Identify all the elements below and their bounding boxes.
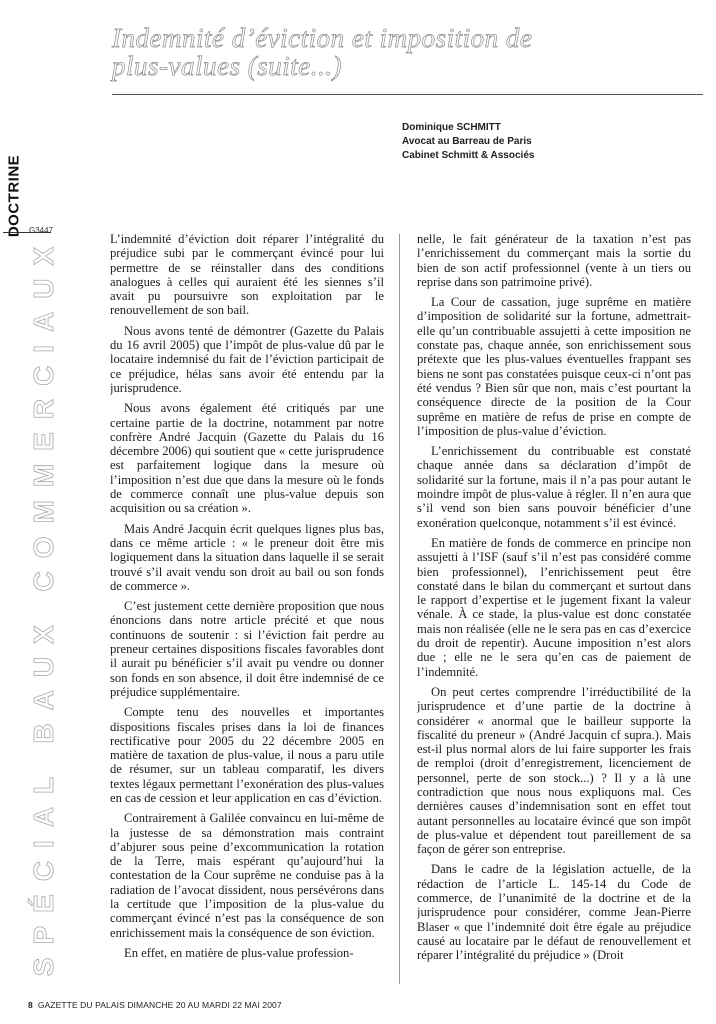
section-label-text: DOCTRINE bbox=[5, 154, 23, 238]
left-paragraph-2: Nous avons tenté de démontrer (Gazette du Palais du 16 avril 2005) que l’impôt de plus-value dû par le locataire indemnisé du fait de l’éviction participait de ce préjudice, hélas sans avoir été entendu par la jurisprudence. bbox=[110, 323, 384, 395]
right-paragraph-2: La Cour de cassation, juge suprême en matière d’imposition de solidarité sur la fortune, admettrait-elle qu’un contribuable assujetti à cette imposition ne constate pas, chaque année, son enrichissement sous prétexte que les plus-values éventuelles frappant ses biens ne sont pas constatées puisque ceux-ci n’ont pas été vendus ? Bien sûr que non, mais c’est pourtant la conséquence directe de la position de la Cour suprême en matière de refus de prise en compte de l’imposition de plus-value d’éviction. bbox=[417, 295, 691, 438]
page-number: 8 bbox=[28, 1000, 33, 1010]
left-paragraph-3: Nous avons également été critiqués par une certaine partie de la doctrine, notamment par notre confrère André Jacquin (Gazette du Palais du 16 décembre 2006) qui soutient que « cette jurisprudence est parfaitement logique dans la mesure où l’imposition n’est due que dans la mesure où le fonds de commerce connaît une plus-value depuis son acquisition ou sa création ». bbox=[110, 401, 384, 516]
author-block bbox=[402, 121, 534, 163]
left-paragraph-1: L’indemnité d’éviction doit réparer l’intégralité du préjudice subi par le commerçant évincé pour lui permettre de se réinstaller dans des conditions analogues à celles qui auraient été les siennes s’il avait pu poursuivre son exploitation par le renouvellement de son bail. bbox=[110, 232, 384, 318]
right-column bbox=[417, 232, 691, 990]
author-firm: Cabinet Schmitt & Associés bbox=[402, 150, 535, 161]
author-name: Dominique SCHMITT bbox=[402, 122, 501, 133]
author-role: Avocat au Barreau de Paris bbox=[402, 136, 532, 147]
right-paragraph-6: Dans le cadre de la législation actuelle, de la rédaction de l’article L. 145-14 du Code de commerce, de l’unanimité de la doctrine et de la jurisprudence pour considérer, comme Jean-Pierre Blaser « que l’indemnité doit être égale au préjudice causé au locataire par le défaut de renouvellement et réparer l’intégralité du préjudice » (Droit bbox=[417, 862, 691, 963]
publication-info: GAZETTE DU PALAIS DIMANCHE 20 AU MARDI 22 MAI 2007 bbox=[37, 1000, 282, 1010]
special-issue-banner bbox=[20, 233, 68, 977]
right-paragraph-3: L’enrichissement du contribuable est constaté chaque année dans sa déclaration d’impôt de solidarité sur la fortune, mais il n’a pas pour autant le moindre impôt de plus-value à régler. Il n’en aura que s’il vend son bien sans pouvoir bénéficier d’une exonération quelconque, notamment s’il est évincé. bbox=[417, 444, 691, 530]
left-paragraph-8: En effet, en matière de plus-value profession- bbox=[124, 945, 354, 960]
page-footer bbox=[28, 1000, 282, 1010]
article-title bbox=[112, 24, 612, 80]
section-label bbox=[5, 150, 23, 242]
column-divider bbox=[399, 234, 400, 984]
right-paragraph-4: En matière de fonds de commerce en principe non assujetti à l’ISF (sauf s’il n’est pas considéré comme bien professionnel), l’enrichissement peut être constaté dans le bilan du commerçant et surtout dans le rapport d’expertise et le jugement fixant la valeur vénale. À ce stade, la plus-value est donc constatée mais non réalisée (elle ne le sera pas en cas d’exercice du droit de repentir). Aucune imposition n’est alors due ; elle ne le sera qu’en cas de paiement de l’indemnité. bbox=[417, 535, 691, 679]
left-paragraph-5: C’est justement cette dernière proposition que nous énoncions dans notre article précité et que nous continuons de soutenir : si l’éviction fait perdre au preneur certaines dispositions fiscales favorables dont il aurait pu bénéficier s’il avait pu vendre ou donner son fonds en son absence, il doit être indemnisé de ce préjudice supplémentaire. bbox=[110, 599, 384, 699]
special-issue-text: SPÉCIAL BAUX COMMERCIAUX bbox=[28, 233, 59, 977]
left-paragraph-4: Mais André Jacquin écrit quelques lignes plus bas, dans ce même article : « le preneur doit être mis logiquement dans la situation dans laquelle il se serait trouvé s’il avait vendu son droit au bail ou son fonds de commerce ». bbox=[110, 521, 384, 593]
left-paragraph-7: Contrairement à Galilée convaincu en lui-même de la justesse de sa démonstration mais contraint d’abjurer sous peine d’excommunication la rotation de la Terre, mais espérant qu’aujourd’hui la contestation de la Cour suprême ne conduise pas à la radiation de l’avocat dissident, nous persévérons dans la certitude que l’imposition de la plus-value du commerçant évincé n’est pas la conséquence de son enrichissement mais la conséquence de son éviction. bbox=[110, 811, 384, 940]
article-code: G3447 bbox=[29, 226, 54, 235]
right-paragraph-1: nelle, le fait générateur de la taxation n’est pas l’enrichissement du commerçant mais la sortie du bien de son actif professionnel (vente à un tiers ou reprise dans son patrimoine privé). bbox=[417, 232, 691, 289]
article-title-line-2: plus-values (suite...) bbox=[112, 51, 342, 81]
article-title-line-1: Indemnité d’éviction et imposition de bbox=[112, 23, 533, 53]
title-divider bbox=[112, 94, 703, 95]
left-paragraph-6: Compte tenu des nouvelles et importantes dispositions fiscales prises dans la loi de finances rectificative pour 2005 du 22 décembre 2005 en matière de taxation de plus-value, il nous a paru utile de résumer, sur un tableau comparatif, les divers textes légaux permettant l’exonération des plus-values en cas de cession et leur application en cas d’éviction. bbox=[110, 705, 384, 805]
right-paragraph-5: On peut certes comprendre l’irréductibilité de la jurisprudence et d’une partie de la doctrine à considérer « anormal que le bailleur supporte la fiscalité du preneur » (André Jacquin cf supra.). Mais est-il plus normal alors de lui faire supporter les frais de remploi (droit d’enregistrement, licenciement de personnel, perte de son stock...) ? Il y a là une contradiction que nous nous expliquons mal. Ces dernières causes d’indemnisation sont en effet tout autant personnelles au locataire évincé que son impôt de plus-value et dépendent tout pareillement de sa façon de gérer son entreprise. bbox=[417, 684, 691, 857]
left-column bbox=[110, 232, 384, 990]
